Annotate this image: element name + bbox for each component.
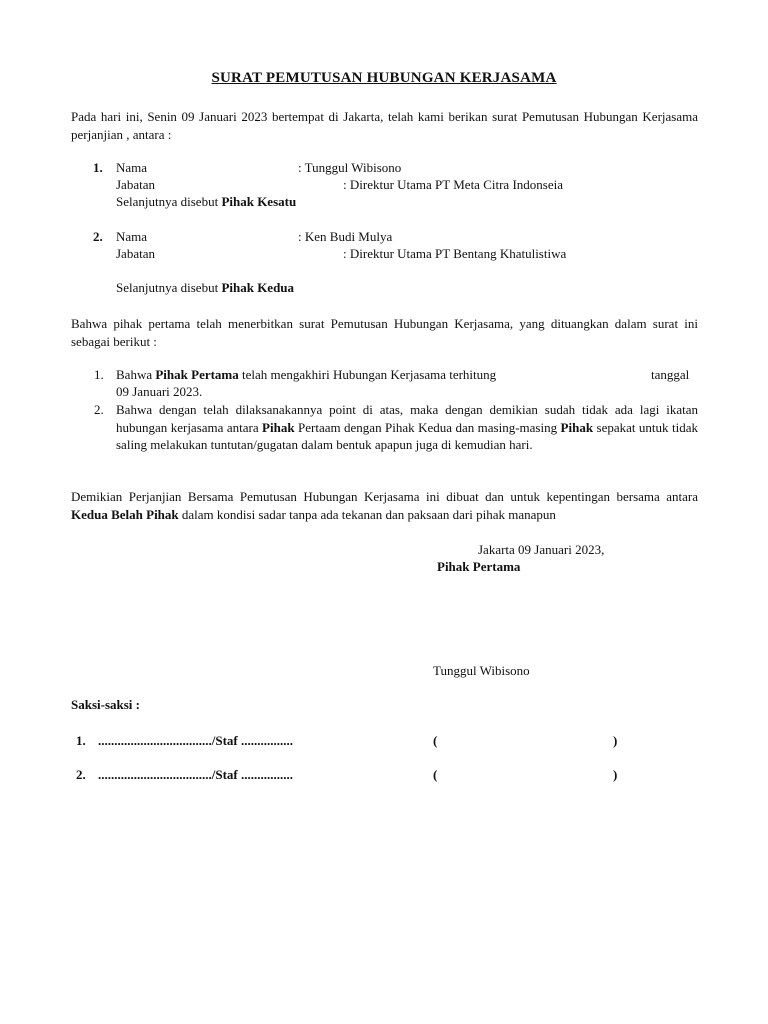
party-1-number: 1. — [93, 160, 103, 175]
point-1-tanggal: tanggal — [651, 367, 690, 382]
closing-bold-kedua-belah-pihak: Kedua Belah Pihak — [71, 506, 179, 522]
witness-2-open-paren: ( — [433, 767, 438, 782]
party-1-nama-label: Nama — [116, 160, 148, 175]
party-2-nama-value: : Ken Budi Mulya — [298, 229, 393, 244]
party-2-jabatan-label: Jabatan — [116, 246, 155, 261]
party-2-designation-prefix: Selanjutnya disebut — [116, 280, 219, 295]
party-1-nama-value: : Tunggul Wibisono — [298, 160, 402, 175]
signer-name: Tunggul Wibisono — [433, 663, 530, 678]
party-1-designation — [116, 193, 296, 210]
bahwa-intro-paragraph: Bahwa pihak pertama telah menerbitkan surat Pemutusan Hubungan Kerjasama, yang dituangkan dalam surat ini sebagai berikut : — [71, 316, 698, 349]
closing-text-a: Demikian Perjanjian Bersama Pemutusan Hubungan Kerjasama ini dibuat dan untuk kepentingan bersama antara — [71, 489, 698, 504]
party-2-designation-name: Pihak Kedua — [221, 280, 295, 295]
point-1-text-b: telah mengakhiri Hubungan Kerjasama terhitung — [238, 367, 497, 382]
party-2-number: 2. — [93, 229, 103, 244]
intro-paragraph: Pada hari ini, Senin 09 Januari 2023 bertempat di Jakarta, telah kami berikan surat Pemutusan Hubungan Kerjasama perjanjian , antara : — [71, 109, 698, 142]
place-date: Jakarta 09 Januari 2023, — [478, 542, 605, 557]
witness-1-number: 1. — [76, 733, 86, 748]
point-1-line-1 — [116, 366, 496, 383]
closing-text-b: dalam kondisi sadar tanpa ada tekanan dan paksaan dari pihak manapun — [178, 506, 556, 522]
point-2-text-c: sepakat untuk tidak saling melakukan tuntutan/gugatan dalam bentuk apapun juga di kemudian hari. — [116, 419, 698, 452]
signer-title: Pihak Pertama — [437, 559, 521, 574]
party-2-jabatan-value: : Direktur Utama PT Bentang Khatulistiwa — [343, 246, 567, 261]
witness-1-close-paren: ) — [613, 733, 618, 748]
point-2-paragraph — [116, 401, 698, 454]
point-1-bold-pihak-pertama: Pihak Pertama — [155, 367, 239, 382]
witness-1-open-paren: ( — [433, 733, 438, 748]
party-1-designation-name: Pihak Kesatu — [221, 194, 297, 209]
party-2-nama-label: Nama — [116, 229, 148, 244]
witness-2-close-paren: ) — [613, 767, 618, 782]
point-2-bold-pihak-2: Pihak — [560, 419, 594, 435]
witness-2-number: 2. — [76, 767, 86, 782]
closing-paragraph — [71, 488, 698, 523]
point-2-text-a: Bahwa dengan telah dilaksanakannya point di atas, maka dengan demikian sudah tidak ada lagi ikatan hubungan kerjasama antara — [116, 402, 698, 435]
party-1-jabatan-label: Jabatan — [116, 177, 155, 192]
document-title: SURAT PEMUTUSAN HUBUNGAN KERJASAMA — [211, 70, 557, 86]
party-1-jabatan-value: : Direktur Utama PT Meta Citra Indonseia — [343, 177, 563, 192]
point-1-number: 1. — [94, 367, 104, 382]
point-2-text-b: Pertaam dengan Pihak Kedua dan masing-masing — [294, 419, 561, 435]
point-1-text-a: Bahwa — [116, 367, 156, 382]
point-2-number: 2. — [94, 402, 104, 417]
witness-1-staff-line: .................................../Staf ................ — [98, 733, 293, 748]
witness-heading: Saksi-saksi : — [71, 697, 140, 712]
party-2-designation — [116, 279, 294, 296]
point-1-date: 09 Januari 2023. — [116, 384, 203, 399]
point-2-bold-pihak-1: Pihak — [262, 419, 295, 435]
witness-2-staff-line: .................................../Staf ................ — [98, 767, 293, 782]
party-1-designation-prefix: Selanjutnya disebut — [116, 194, 219, 209]
